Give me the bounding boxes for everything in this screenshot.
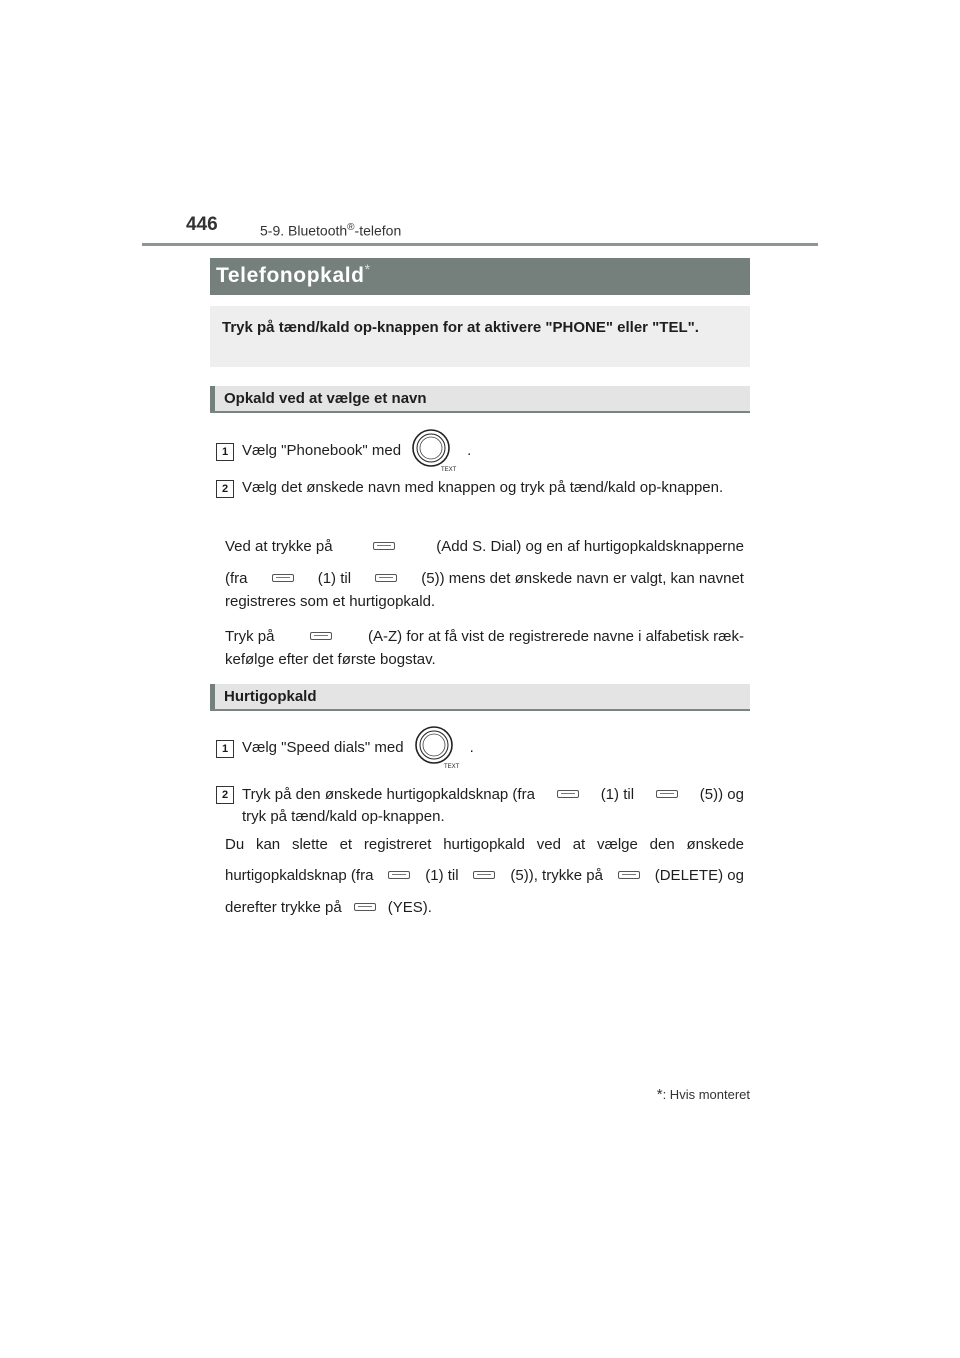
step-text: (1) til bbox=[600, 785, 635, 803]
step1-period: . bbox=[467, 441, 472, 459]
intro-box bbox=[210, 306, 750, 367]
note-text: hurtigopkaldsknap (fra bbox=[225, 866, 374, 884]
page-number: 446 bbox=[186, 214, 218, 235]
section-prefix: 5-9. Bluetooth bbox=[260, 222, 348, 239]
header-rule bbox=[142, 243, 818, 246]
note-text: (fra bbox=[225, 569, 248, 587]
section-suffix: -telefon bbox=[354, 222, 402, 239]
knob-label: TEXT bbox=[443, 764, 459, 770]
tune-select-knob-icon bbox=[409, 426, 461, 474]
screen-button-icon bbox=[373, 542, 395, 550]
section-title bbox=[260, 222, 401, 239]
s2-note-line3 bbox=[225, 896, 432, 918]
tune-select-knob-icon bbox=[412, 723, 464, 771]
registered-mark: ® bbox=[347, 222, 355, 233]
screen-button-icon bbox=[310, 632, 332, 640]
note-text: (A-Z) for at få vist de registrerede navne i alfabetisk ræk- bbox=[368, 627, 744, 645]
subheading-text: Hurtigopkald bbox=[224, 688, 317, 705]
step-text: (5)) og bbox=[699, 785, 744, 803]
title-bar bbox=[210, 258, 750, 295]
note-text: (5)), trykke på bbox=[510, 866, 603, 884]
footnote-star: * bbox=[656, 1086, 663, 1103]
note1-line2 bbox=[225, 567, 744, 589]
subheading-bar bbox=[210, 386, 215, 411]
note-text: derefter trykke på bbox=[225, 898, 342, 916]
subheading-speed-dial bbox=[210, 684, 750, 711]
screen-button-icon bbox=[388, 871, 410, 879]
step-number: 2 bbox=[216, 480, 234, 498]
note-text: (YES). bbox=[387, 898, 432, 916]
step1-line bbox=[242, 426, 471, 474]
s2-step2-line1 bbox=[242, 783, 744, 805]
page-title bbox=[216, 261, 371, 288]
note-text: (1) til bbox=[317, 569, 352, 587]
step-number: 1 bbox=[216, 443, 234, 461]
intro-text: Tryk på tænd/kald op-knappen for at aktivere "PHONE" eller "TEL". bbox=[222, 319, 699, 336]
title-text: Telefonopkald bbox=[216, 264, 365, 287]
footnote bbox=[657, 1086, 750, 1103]
note-text: (DELETE) og bbox=[654, 866, 744, 884]
s2-note-line2 bbox=[225, 864, 744, 886]
note-text: (Add S. Dial) og en af hurtigopkaldsknapperne bbox=[436, 537, 744, 555]
screen-button-icon bbox=[656, 790, 678, 798]
subheading-select-name bbox=[210, 386, 750, 413]
footnote-text: : Hvis monteret bbox=[662, 1087, 750, 1102]
subheading-bar bbox=[210, 684, 215, 709]
screen-button-icon bbox=[354, 903, 376, 911]
note2-line2: kefølge efter det første bogstav. bbox=[225, 651, 436, 668]
step1-text: Vælg "Phonebook" med bbox=[242, 441, 402, 459]
note1-line3: registreres som et hurtigopkald. bbox=[225, 593, 436, 610]
note1-line1 bbox=[225, 535, 744, 557]
knob-label: TEXT bbox=[441, 467, 457, 473]
note-text: (1) til bbox=[425, 866, 459, 884]
screen-button-icon bbox=[272, 574, 294, 582]
s2-note-line1: Du kan slette et registreret hurtigopkald ved at vælge den ønskede bbox=[225, 836, 744, 853]
screen-button-icon bbox=[473, 871, 495, 879]
title-asterisk: * bbox=[364, 261, 371, 277]
note-text: Ved at trykke på bbox=[225, 537, 333, 555]
note-text: (5)) mens det ønskede navn er valgt, kan navnet bbox=[421, 569, 744, 587]
note-text: Tryk på bbox=[225, 627, 275, 645]
note2-line1 bbox=[225, 625, 744, 647]
s2-step1-line bbox=[242, 723, 474, 771]
step-number: 2 bbox=[216, 786, 234, 804]
step1-period: . bbox=[469, 738, 474, 756]
screen-button-icon bbox=[375, 574, 397, 582]
subheading-text: Opkald ved at vælge et navn bbox=[224, 390, 427, 407]
screen-button-icon bbox=[557, 790, 579, 798]
s2-step2-line2: tryk på tænd/kald op-knappen. bbox=[242, 808, 445, 825]
step-number: 1 bbox=[216, 740, 234, 758]
step2-text: Vælg det ønskede navn med knappen og tryk på tænd/kald op-knappen. bbox=[242, 479, 724, 496]
step-text: Tryk på den ønskede hurtigopkaldsknap (fra bbox=[242, 785, 535, 803]
step1-text: Vælg "Speed dials" med bbox=[242, 738, 404, 756]
screen-button-icon bbox=[618, 871, 640, 879]
